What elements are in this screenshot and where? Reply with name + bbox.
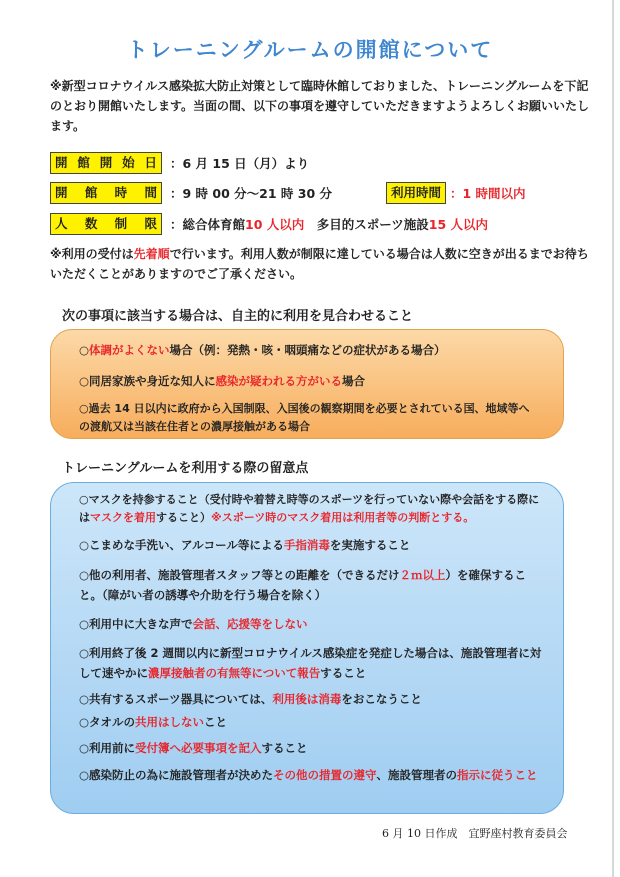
usage-time-value: ：1 時間以内: [450, 186, 526, 201]
precaution-item: [79, 713, 549, 732]
refrain-item: ○過去 14 日以内に政府から入国制限、入国後の観察期間を必要とされている国、地域等への渡航又は当該在住者との濃厚接触がある場合: [79, 402, 530, 433]
item-text: ○: [79, 343, 90, 357]
refrain-heading: 次の事項に該当する場合は、自主的に利用を見合わせること: [62, 309, 414, 324]
refrain-box: [50, 329, 564, 439]
capacity-label: 人 数 制 限: [50, 213, 162, 235]
item-text: ○マスクを持参すること（受付時や着替え時等のスポーツを行っていない際や会話をする際には: [79, 493, 540, 524]
note-text-1: ※利用の受付は: [50, 247, 134, 261]
page-edge: [612, 0, 614, 877]
item-alert: 濃厚接触者の有無等について報告: [148, 666, 321, 680]
precaution-item: [79, 643, 549, 683]
refrain-item: [79, 372, 549, 391]
item-text: 場合: [342, 374, 366, 388]
item-alert: 感染が疑われる方がいる: [215, 374, 343, 388]
opening-date-value: ：6 月 15 日（月）より: [170, 156, 310, 171]
opening-date-label: 開館開始日: [50, 152, 162, 174]
item-alert: 指示に従うこと: [457, 768, 538, 782]
precaution-item: [79, 765, 549, 785]
capacity-value: [170, 215, 488, 235]
note-highlight: 先着順: [133, 247, 170, 261]
precaution-item: [79, 536, 549, 555]
item-text: ○利用終了後 2 週間以内に新型コロナウイルス感染症を発症した場合は、施設管理者に対して速やかに: [79, 646, 542, 680]
precaution-item: [79, 565, 549, 605]
note-text-2: で行います。利用人数が制限に達している場合は人数に空きが出るまでお待ちいただくことがありますのでご了承ください。: [50, 247, 589, 281]
precaution-item: [79, 615, 549, 634]
item-text: すること）: [156, 511, 211, 524]
item-text: 場合（例：発熱・咳・咽頭痛などの症状がある場合）: [169, 343, 446, 357]
capacity-middle: 多目的スポーツ施設: [304, 217, 429, 232]
item-text: ○同居家族や身近な知人に: [79, 374, 216, 388]
item-alert: 体調がよくない: [89, 343, 170, 357]
item-alert: 利用後は消毒: [272, 692, 342, 706]
intro-paragraph: ※新型コロナウイルス感染拡大防止対策として臨時休館しておりました、トレーニングルームを下記のとおり開館いたします。当面の間、以下の事項を遵守していただきますようよろしくお願いいたします。: [50, 79, 590, 133]
item-text: すること: [320, 666, 367, 680]
precaution-item: [79, 690, 549, 709]
item-text: ○感染防止の為に施設管理者が決めた: [79, 768, 274, 782]
opening-hours-row: [50, 182, 570, 206]
item-text: ○利用前に: [79, 741, 136, 755]
item-text: ○こまめな手洗い、アルコール等による: [79, 538, 284, 552]
item-alert: 手指消毒: [283, 538, 330, 552]
item-text: をおこなうこと: [341, 692, 422, 706]
item-text: すること: [261, 741, 308, 755]
item-text: 、施設管理者の: [376, 768, 458, 782]
item-alert: 会話、応援等をしない: [192, 617, 308, 631]
item-text: ○共有するスポーツ器具については、: [79, 692, 273, 706]
item-text: ○他の利用者、施設管理者スタッフ等との距離を（できるだけ: [79, 568, 400, 582]
reception-note: [50, 244, 590, 284]
capacity-row: [50, 213, 570, 237]
item-alert: マスクを着用: [90, 511, 156, 524]
item-alert: その他の措置の遵守: [273, 768, 377, 782]
item-text: こと: [204, 715, 228, 729]
item-text: ）を確保すること。（障がい者の誘導や介助を行う場合を除く）: [79, 568, 527, 602]
opening-hours-label: 開 館 時 間: [50, 182, 162, 204]
multi-purpose-limit: 15 人以内: [428, 217, 489, 232]
opening-date-row: [50, 152, 570, 176]
precautions-heading: トレーニングルームを利用する際の留意点: [62, 461, 309, 476]
item-text: を実施すること: [329, 538, 411, 552]
gym-limit: 10 人以内: [245, 217, 305, 232]
usage-time-label: 利用時間: [386, 182, 446, 204]
footer-credit: 6 月 10 日作成 宜野座村教育委員会: [382, 827, 568, 840]
refrain-item: [79, 341, 549, 360]
precaution-item: [79, 491, 541, 527]
item-alert: 共用はしない: [135, 715, 205, 729]
capacity-prefix: ：総合体育館: [170, 217, 246, 232]
item-alert: 受付簿へ必要事項を記入: [135, 741, 262, 755]
precaution-item: [79, 739, 549, 758]
item-text: ○タオルの: [79, 715, 136, 729]
item-alert: ※スポーツ時のマスク着用は利用者等の判断とする。: [211, 511, 475, 524]
item-alert: ２ｍ以上: [399, 568, 446, 582]
precautions-box: [50, 482, 564, 814]
item-text: ○利用中に大きな声で: [79, 617, 193, 631]
page-title: トレーニングルームの開館について: [126, 38, 494, 62]
opening-hours-value: ：9 時 00 分～21 時 30 分: [170, 186, 332, 201]
